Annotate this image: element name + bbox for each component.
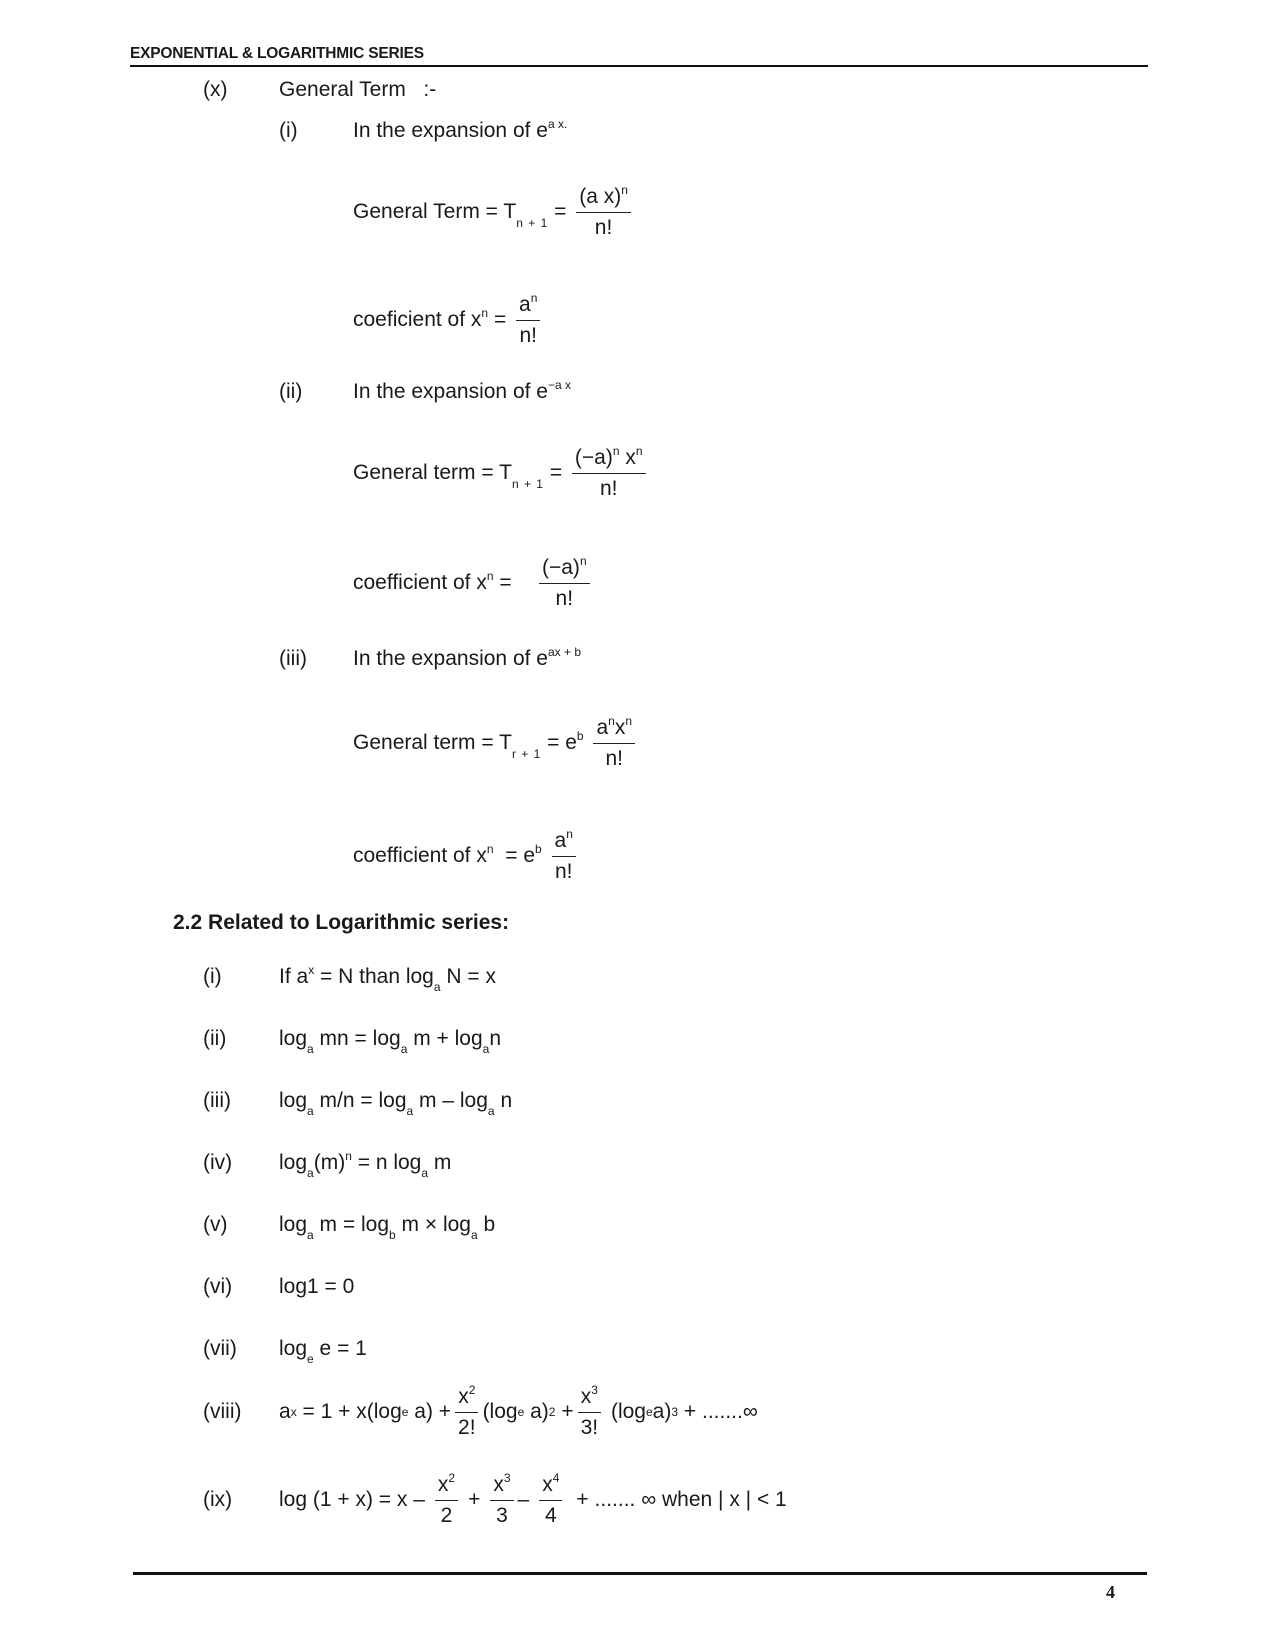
sub: a [406, 1104, 414, 1118]
part: = 1 + x(log [296, 1400, 402, 1423]
part: = n log [351, 1151, 422, 1174]
intro-text: In the expansion of e [353, 380, 548, 403]
formula-lhs: General Term = T [353, 200, 517, 224]
formula-lhs: General term = T [353, 731, 512, 755]
header-rule [130, 65, 1148, 67]
log-item-label: (vi) [203, 1275, 233, 1298]
expansion-intro-i [353, 119, 567, 143]
denominator: n! [599, 477, 618, 500]
num-sup: n [566, 827, 573, 841]
numerator [455, 1384, 478, 1413]
num-main: a [519, 293, 531, 316]
expansion-intro-ii [353, 380, 571, 404]
formula-eq: = e [547, 731, 577, 755]
running-header: EXPONENTIAL & LOGARITHMIC SERIES [130, 45, 424, 62]
log-item-formula [279, 1337, 367, 1366]
num-tail-sup: n [635, 444, 643, 458]
numerator [578, 1384, 601, 1413]
part: mn = log [313, 1027, 401, 1050]
num-sup: n [608, 714, 615, 728]
part: m – log [413, 1089, 488, 1112]
formula-subscript: n + 1 [516, 216, 549, 231]
sub: a [433, 980, 441, 994]
formula-lhs: General term = T [353, 461, 512, 485]
log-item-label: (v) [203, 1213, 228, 1236]
log-item-label: (ii) [203, 1027, 227, 1050]
part: If a [279, 965, 309, 988]
denominator: 2! [458, 1415, 476, 1439]
num-main: x [458, 1384, 469, 1408]
intro-text: In the expansion of e [353, 647, 548, 670]
fraction [516, 292, 540, 349]
sub-item-label-ii: (ii) [279, 380, 303, 403]
coef-eq-sup: b [535, 842, 542, 857]
coef-eq: = e [505, 844, 535, 868]
sub: a [482, 1042, 490, 1056]
general-term-formula-i [353, 184, 635, 241]
sub: a [307, 1228, 314, 1242]
numerator [552, 828, 576, 857]
fraction [539, 555, 590, 612]
part: m × log [395, 1213, 471, 1236]
part: + [468, 1488, 481, 1511]
denominator: n! [605, 747, 623, 770]
coef-lhs: coefficient of x [353, 844, 487, 868]
sub: a [471, 1228, 478, 1242]
log-item-label: (viii) [203, 1400, 242, 1423]
num-tail: x [625, 446, 636, 469]
part: (log [610, 1400, 646, 1423]
num-main: x [437, 1472, 449, 1496]
formula-subscript: r + 1 [511, 747, 542, 762]
sub: a [487, 1104, 495, 1118]
part: log [279, 1027, 308, 1050]
part: b [477, 1213, 496, 1236]
log-item-formula [279, 1027, 502, 1056]
coefficient-formula-iii [353, 828, 580, 885]
part: log (1 + x) = x – [279, 1488, 425, 1511]
numerator [539, 555, 590, 584]
part: n [494, 1089, 513, 1112]
fraction [435, 1472, 458, 1529]
denominator: 3 [496, 1503, 508, 1527]
sup: n [345, 1149, 352, 1163]
expansion-intro-iii [353, 647, 581, 671]
general-term-title [279, 78, 436, 102]
numerator [516, 292, 540, 321]
num-sup: 3 [591, 1382, 598, 1397]
part: log [279, 1089, 308, 1112]
num-sup: 4 [552, 1470, 560, 1485]
intro-exponent: ax + b [547, 645, 582, 659]
footer-rule [133, 1572, 1147, 1575]
part: a) [652, 1400, 672, 1423]
num-tail-sup: n [625, 714, 633, 728]
coef-lhs-sup: n [481, 306, 489, 321]
coef-lhs-sup: n [486, 569, 494, 584]
intro-exponent: −a x [547, 378, 571, 392]
formula-eq: = [554, 200, 567, 224]
log-item-formula [279, 1275, 354, 1299]
num-main: x [542, 1472, 553, 1496]
part: – [517, 1488, 530, 1511]
numerator [435, 1472, 458, 1501]
coefficient-formula-i [353, 292, 544, 349]
num-main: (a x) [579, 185, 622, 208]
log-item-formula [279, 1213, 496, 1242]
num-sup: n [612, 444, 620, 458]
sub: a [307, 1166, 314, 1180]
num-sup: 3 [503, 1470, 511, 1485]
log-item-label: (ix) [203, 1488, 233, 1511]
fraction [552, 828, 576, 885]
log-item-formula-series-log [279, 1472, 787, 1528]
part: log [279, 1213, 308, 1236]
log-item-formula-series-ax: a x = 1 + x(log e a) + $\frac{x^2}{2!}$ (log e a) 2 + $\frac{x^3}{3!}$ (log e a) 3 + .......∞ [279, 1382, 758, 1439]
log-item-label: (iii) [203, 1089, 231, 1112]
num-main: x [580, 1384, 592, 1408]
part: (log [482, 1400, 518, 1423]
fraction [576, 184, 631, 241]
part: e = 1 [313, 1337, 367, 1360]
part: m = log [313, 1213, 390, 1236]
sub: a [400, 1042, 408, 1056]
coefficient-formula-ii [353, 555, 594, 612]
part: a) + [408, 1400, 452, 1423]
coef-lhs: coeficient of x [353, 308, 482, 332]
num-main: (−a) [542, 556, 580, 579]
denominator: 2 [440, 1503, 453, 1527]
num-sup: n [530, 291, 538, 305]
denominator: n! [554, 860, 573, 883]
intro-exponent: a x. [547, 117, 568, 131]
sub: a [307, 1042, 314, 1056]
num-sup: n [579, 554, 587, 568]
fraction [490, 1472, 513, 1529]
part: + [555, 1400, 574, 1423]
formula-eq: = [549, 461, 563, 485]
numerator [576, 184, 631, 213]
intro-text: In the expansion of e [353, 119, 548, 142]
item-label-x: (x) [203, 78, 228, 101]
formula-subscript: n + 1 [511, 477, 544, 492]
part: m + log [407, 1027, 483, 1050]
coef-eq: = [499, 571, 512, 595]
num-sup: 2 [468, 1382, 476, 1397]
log-item-formula [279, 963, 496, 994]
fraction [572, 445, 646, 502]
denominator: n! [555, 587, 574, 610]
part: n [489, 1027, 502, 1050]
part: a [279, 1400, 291, 1423]
log-item-formula [279, 1089, 513, 1118]
fraction [539, 1472, 562, 1529]
sub: e [307, 1352, 314, 1366]
denominator: 3! [580, 1415, 599, 1439]
sub-item-label-i: (i) [279, 119, 298, 142]
sub: b [389, 1228, 396, 1242]
numerator [490, 1472, 513, 1501]
numerator [572, 445, 646, 474]
numerator [539, 1472, 562, 1501]
part: log1 = 0 [279, 1275, 355, 1298]
fraction [578, 1384, 602, 1441]
log-item-label: (vii) [203, 1337, 237, 1360]
coef-lhs: coefficient of x [353, 571, 487, 595]
part: + ....... ∞ when | x | < 1 [576, 1488, 787, 1511]
coef-lhs-sup: n [486, 842, 494, 857]
num-tail: x [614, 716, 626, 739]
log-item-label: (i) [203, 965, 222, 988]
denominator: 4 [544, 1503, 557, 1527]
page-number: 4 [1106, 1582, 1115, 1602]
sup: x [308, 963, 315, 977]
general-term-formula-iii [353, 715, 639, 772]
fraction [593, 715, 635, 772]
part: + .......∞ [678, 1400, 758, 1423]
part: = N than log [314, 965, 434, 988]
fraction [455, 1384, 479, 1441]
numerator [593, 715, 635, 744]
part: m [428, 1151, 452, 1174]
num-sup: n [621, 183, 628, 197]
sub: a [307, 1104, 314, 1118]
denominator: n! [519, 324, 537, 347]
part: log [279, 1151, 308, 1174]
part: a) [524, 1400, 549, 1423]
denominator: n! [594, 216, 613, 239]
coef-eq: = [493, 308, 507, 332]
formula-eq-sup: b [576, 729, 584, 744]
num-main: a [596, 716, 609, 739]
log-item-label: (iv) [203, 1151, 233, 1174]
part: log [279, 1337, 308, 1360]
num-main: x [493, 1472, 504, 1496]
part: m/n = log [313, 1089, 407, 1112]
general-term-title-suffix: :- [423, 78, 437, 101]
sub-item-label-iii: (iii) [279, 647, 307, 670]
part: (m) [313, 1151, 346, 1174]
log-item-formula [279, 1149, 452, 1180]
num-sup: 2 [448, 1470, 456, 1485]
general-term-title-text: General Term [279, 78, 406, 101]
part: N = x [440, 965, 496, 988]
section-heading-2-2: 2.2 Related to Logarithmic series: [173, 911, 510, 934]
num-main: (−a) [574, 446, 613, 469]
num-main: a [554, 829, 567, 852]
sub: a [421, 1166, 429, 1180]
general-term-formula-ii [353, 445, 650, 502]
